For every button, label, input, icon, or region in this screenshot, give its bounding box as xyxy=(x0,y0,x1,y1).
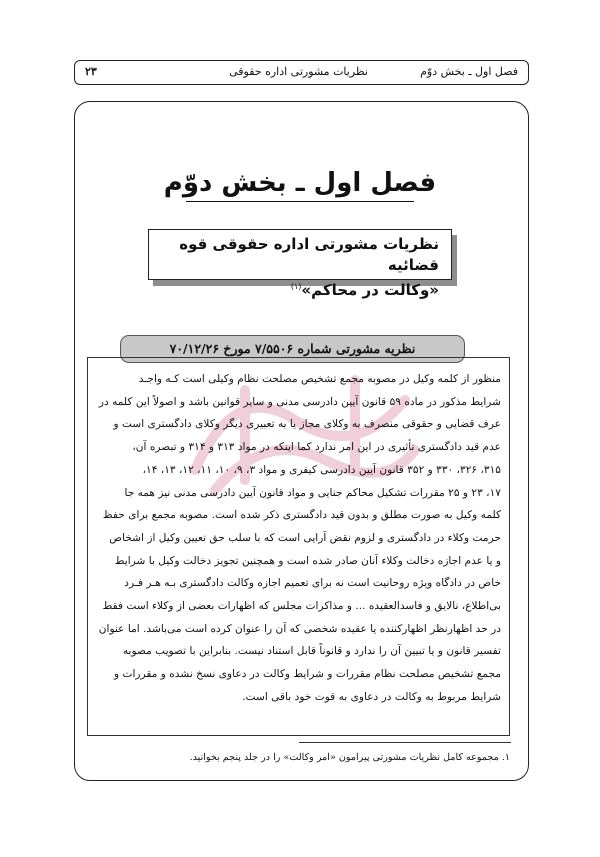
body-line: شرایط مربوط به وکالت در دعاوی به قوت خود باقی است. xyxy=(242,690,501,703)
body-line: شرایط مذکور در ماده ۵۹ قانون آیین دادرسی مدنی و سایر قوانین باشد و اصولاً این کلمه در xyxy=(98,395,501,408)
section-title-subject: «وکالت در محاکم» xyxy=(301,281,439,299)
header-chapter: فصل اول ـ بخش دوّم xyxy=(420,65,518,78)
opinion-body xyxy=(96,368,501,709)
body-line: ۱۷، ۲۳ و ۲۵ مقررات تشکیل محاکم جنایی و مواد قانون آیین دادرسی مدنی نیز همه جا xyxy=(124,486,501,499)
body-line: و یا عدم اجازه دخالت وکلاء آنان صادر شده است و همچنین تجویز دخالت وکیل با شرایط xyxy=(114,554,501,567)
section-title-box xyxy=(148,229,452,299)
title-underline xyxy=(186,201,414,202)
opinion-banner: نظریه مشورتی شماره ۷/۵۵۰۶ مورخ ۷۰/۱۲/۲۶ xyxy=(120,335,465,363)
footnote-separator xyxy=(299,742,511,743)
body-line: عرف قضایی و حقوقی منصرف به وکلای مجاز یا به تعبیری دیگر وکلای دادگستری است و xyxy=(113,418,501,431)
body-line: منظور از کلمه وکیل در مصوبه مجمع تشخیص مصلحت نظام وکیلی است کـه واجـد xyxy=(138,373,501,385)
body-line: خاص در دادگاه ویژه روحانیت است نه برای تعمیم اجازه وکالت دادگستری بـه هـر فـرد xyxy=(124,577,501,590)
footnote-reference: (۱) xyxy=(290,282,302,291)
body-line: در حد اظهارنظر اظهارکننده یا عقیده شخصی که آن را عنوان کرده است می‌باشد. اما عنوان xyxy=(98,622,501,635)
body-line: حرمت وکلاء در دادگستری و لزوم نقض آرایی است که با سلب حق تعیین وکیل از اشخاص xyxy=(109,531,501,544)
section-title-line1: نظریات مشورتی اداره حقوقی قوه قضائیه xyxy=(179,235,439,274)
body-line: بی‌اطلاع، نالایق و فاسدالعقیده ... و مذاکرات مجلس که اظهارات بعضی از وکلاء است فقط xyxy=(102,600,501,613)
body-line: مجمع تشخیص مصلحت نظام مقررات و شرایط وکالت در دعاوی نسخ نشده و مقررات و xyxy=(114,668,501,681)
page-number: ۲۳ xyxy=(85,65,97,78)
body-line: عدم قید دادگستری تأثیری در این امر ندارد کما اینکه در مواد ۳۱۳ و ۳۱۴ و تبصره آن، xyxy=(132,441,501,454)
body-line: تفسیر قانون و یا تبیین آن را ندارد و قانوناً قابل استناد نیست. بنابراین با تصویب مصوبه xyxy=(122,645,501,658)
running-header xyxy=(74,60,529,85)
body-line: کلمه وکیل به صورت مطلق و بدون قید دادگستری ذکر شده است. مصوبه مجمع برای حفظ xyxy=(102,509,501,522)
header-topic: نظریات مشورتی اداره حقوقی xyxy=(229,65,368,78)
body-line: ۳۱۵، ۳۲۶، ۳۳۰ و ۳۵۲ قانون آیین دادرسی کیفری و مواد ۳، ۹، ۱۰، ۱۱، ۱۲، ۱۳، ۱۴، xyxy=(142,463,501,476)
section-title-line2 xyxy=(149,276,439,301)
footnote: ۱. مجموعه کامل نظریات مشورتی پیرامون «امر وکالت» را در جلد پنجم بخوانید. xyxy=(189,752,510,763)
part-title: فصل اول ـ بخش دوّم xyxy=(163,168,437,198)
